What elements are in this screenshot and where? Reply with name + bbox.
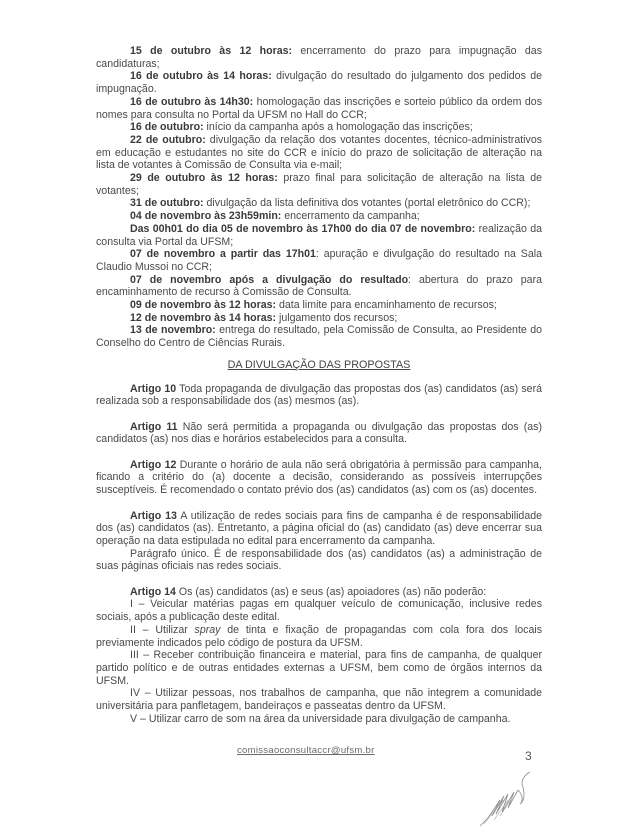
schedule-date: Das 00h01 do dia 05 de novembro às 17h00 do dia 07 de novembro: (130, 222, 476, 235)
article-text: Durante o horário de aula não será obrigatória à permissão para campanha, ficando a critério do (a) docente a decisão, considerando as possíveis interrupções susceptíveis. É recomendado o contato prévio dos (as) candidatos (as) com os (as) docentes. (96, 458, 542, 497)
schedule-text: data limite para encaminhamento de recursos; (276, 299, 497, 312)
item-text: II – Utilizar (130, 623, 195, 636)
article-11 (96, 421, 542, 446)
schedule-date: 16 de outubro às 14 horas: (130, 70, 272, 83)
article-13 (96, 510, 542, 548)
article-text: Não será permitida a propaganda ou divulgação das propostas dos (as) candidatos (as) nos dias e horários estabelecidos para a consulta. (96, 420, 542, 446)
article-13-paragraph: Parágrafo único. É de responsabilidade dos (as) candidatos (as) a administração de suas páginas oficiais nas redes sociais. (96, 547, 542, 573)
handwritten-signature (478, 770, 548, 830)
schedule-text: julgamento dos recursos; (276, 311, 398, 324)
schedule-text: realização da consulta via Portal da UFSM; (96, 222, 542, 248)
schedule-date: 07 de novembro a partir das 17h01 (130, 248, 316, 261)
article-label: Artigo 13 (130, 509, 177, 522)
schedule-text: encerramento do prazo para impugnação das candidaturas; (96, 45, 542, 70)
schedule-date: 09 de novembro às 12 horas: (130, 299, 277, 312)
schedule-item (96, 172, 542, 197)
schedule-text: homologação das inscrições e sorteio público da ordem dos nomes para consulta no Portal da UFSM no Hall do CCR; (96, 95, 542, 121)
schedule-text: início da campanha após a homologação das inscrições; (203, 121, 473, 134)
schedule-item (96, 274, 542, 299)
article-label: Artigo 11 (130, 420, 178, 433)
schedule-date: 29 de outubro às 12 horas: (130, 172, 278, 185)
schedule-item (96, 248, 542, 273)
article-14-item-iii: III – Receber contribuição financeira e material, para fins de campanha, de qualquer partido político e de outras entidades externas a UFSM, bem como de órgãos internos da UFSM. (96, 649, 542, 687)
schedule-date: 13 de novembro: (130, 324, 216, 337)
article-12 (96, 459, 542, 497)
schedule-date: 15 de outubro às 12 horas: (130, 45, 293, 57)
article-14-item-iv: IV – Utilizar pessoas, nos trabalhos de campanha, que não integrem a comunidade universitária para panfletagem, bandeiraços e passeatas dentro da UFSM. (96, 687, 542, 713)
schedule-list (96, 45, 542, 350)
document-body (96, 45, 542, 726)
article-14 (96, 586, 542, 599)
article-14-item-v: V – Utilizar carro de som na área da universidade para divulgação de campanha. (130, 712, 511, 725)
schedule-text: divulgação da lista definitiva dos votantes (portal eletrônico do CCR); (203, 197, 531, 210)
schedule-text: prazo final para solicitação de alteração na lista de votantes; (96, 172, 543, 197)
article-text: Toda propaganda de divulgação das propostas dos (as) candidatos (as) será realizada sob a responsabilidade dos (as) mesmos (as). (96, 382, 542, 408)
schedule-date: 04 de novembro às 23h59min: (130, 210, 282, 223)
schedule-date: 07 de novembro após a divulgação do resultado (130, 273, 409, 286)
article-label: Artigo 10 (130, 382, 177, 395)
section-heading: DA DIVULGAÇÃO DAS PROPOSTAS (227, 358, 411, 371)
schedule-item (96, 70, 542, 95)
item-emphasis: spray (194, 623, 221, 636)
article-14-item-i: I – Veicular matérias pagas em qualquer veículo de comunicação, inclusive redes sociais, após a publicação deste edital. (96, 598, 542, 624)
schedule-date: 22 de outubro: (130, 133, 206, 146)
schedule-text: encerramento da campanha; (281, 210, 420, 223)
schedule-item (96, 223, 542, 248)
footer-email-link[interactable]: comissaoconsultaccr@ufsm.br (237, 745, 375, 756)
schedule-date: 31 de outubro: (130, 197, 204, 210)
page-number: 3 (525, 749, 532, 763)
schedule-item (96, 121, 542, 134)
schedule-item (96, 210, 542, 223)
schedule-date: 16 de outubro às 14h30: (130, 95, 254, 108)
schedule-item (96, 96, 542, 121)
article-14-item-ii (96, 624, 542, 649)
schedule-date: 12 de novembro às 14 horas: (130, 311, 277, 324)
article-text: A utilização de redes sociais para fins de campanha é de responsabilidade dos (as) candidatos (as). Entretanto, a página oficial do (as) candidato (as) deve encerrar sua operação na data estipulada no edital para encerramento da campanha. (96, 509, 542, 547)
schedule-text: divulgação do resultado do julgamento dos pedidos de impugnação. (96, 70, 542, 96)
schedule-item (96, 134, 542, 172)
schedule-item (96, 312, 542, 325)
article-label: Artigo 14 (130, 585, 176, 598)
schedule-text: divulgação da relação dos votantes docentes, técnico-administrativos em educação e estudantes no site do CCR e início do prazo de solicitação de alteração na lista de votantes à Comissão de Consulta via e-mail; (96, 133, 543, 172)
schedule-text: entrega do resultado, pela Comissão de Consulta, ao Presidente do Conselho do Centro de Ciências Rurais. (96, 324, 542, 350)
schedule-item (96, 197, 542, 210)
schedule-item (96, 45, 542, 70)
article-text: Os (as) candidatos (as) e seus (as) apoiadores (as) não poderão: (175, 585, 487, 598)
schedule-item (96, 299, 542, 312)
item-text: de tinta e fixação de propagandas com cola fora dos locais previamente indicados pelo código de postura da UFSM. (96, 623, 542, 649)
schedule-text: : abertura do prazo para encaminhamento de recurso à Comissão de Consulta. (96, 273, 542, 299)
article-label: Artigo 12 (130, 458, 177, 471)
article-10 (96, 383, 542, 408)
schedule-item (96, 324, 542, 349)
schedule-date: 16 de outubro: (130, 121, 204, 134)
schedule-text: : apuração e divulgação do resultado na Sala Claudio Mussoi no CCR; (96, 248, 543, 273)
